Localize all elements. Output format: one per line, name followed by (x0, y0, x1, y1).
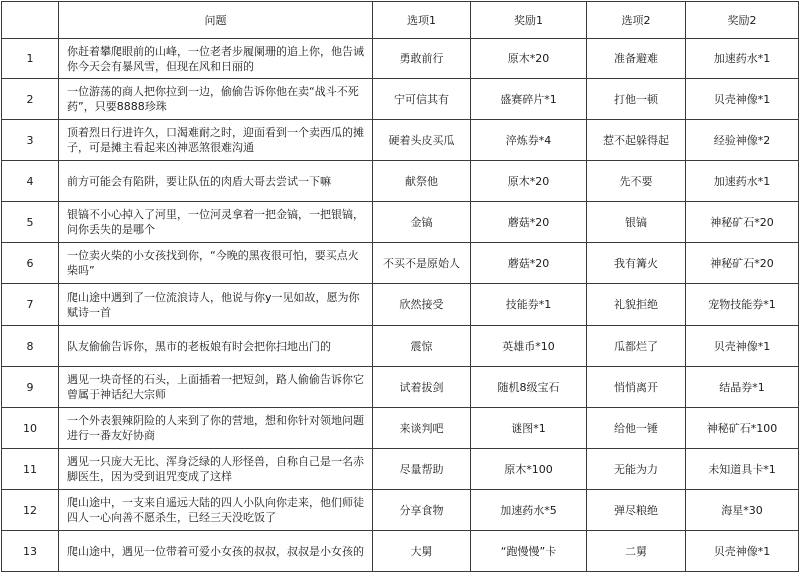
table-row (2, 79, 799, 120)
question-cell: 爬山途中，遇见一位带着可爱小女孩的叔叔，叔叔是小女孩的 (59, 531, 373, 572)
question-cell: 前方可能会有陷阱，要让队伍的肉盾大哥去尝试一下嘛 (59, 161, 373, 202)
question-cell: 遇见一块奇怪的石头，上面插着一把短剑，路人偷偷告诉你它曾属于神话纪大宗师 (59, 367, 373, 408)
reward1-cell: 原木*100 (471, 449, 587, 490)
header-option1: 选项1 (373, 2, 471, 39)
question-cell: 一位游荡的商人把你拉到一边，偷偷告诉你他在卖“战斗不死药”，只要8888珍珠 (59, 79, 373, 120)
header-reward1: 奖励1 (471, 2, 587, 39)
row-number: 12 (2, 490, 59, 531)
question-cell: 遇见一只庞大无比、浑身泛绿的人形怪兽，自称自己是一名赤脚医生，因为受到诅咒变成了这样 (59, 449, 373, 490)
reward1-cell: 英雄币*10 (471, 326, 587, 367)
question-cell: 银镐不小心掉入了河里，一位河灵拿着一把金镐，一把银镐，问你丢失的是哪个 (59, 202, 373, 243)
question-cell: 爬山途中遇到了一位流浪诗人，他说与你y一见如故，愿为你赋诗一首 (59, 284, 373, 326)
row-number: 10 (2, 408, 59, 449)
table-row (2, 367, 799, 408)
option1-cell: 不买不是原始人 (373, 243, 471, 284)
table-row (2, 39, 799, 79)
reward1-cell: 加速药水*5 (471, 490, 587, 531)
table-row (2, 243, 799, 284)
option1-cell: 震惊 (373, 326, 471, 367)
question-cell: 队友偷偷告诉你，黑市的老板娘有时会把你扫地出门的 (59, 326, 373, 367)
reward1-cell: 技能券*1 (471, 284, 587, 326)
option2-cell: 我有篝火 (587, 243, 686, 284)
reward2-cell: 加速药水*1 (686, 39, 799, 79)
row-number: 11 (2, 449, 59, 490)
row-number: 1 (2, 39, 59, 79)
reward1-cell: “跑慢慢”卡 (471, 531, 587, 572)
question-cell: 一位卖火柴的小女孩找到你，“今晚的黑夜很可怕，要买点火柴吗” (59, 243, 373, 284)
reward1-cell: 随机8级宝石 (471, 367, 587, 408)
row-number: 2 (2, 79, 59, 120)
row-number: 7 (2, 284, 59, 326)
row-number: 6 (2, 243, 59, 284)
option2-cell: 惹不起躲得起 (587, 120, 686, 161)
option2-cell: 礼貌拒绝 (587, 284, 686, 326)
header-question: 问题 (59, 2, 373, 39)
reward1-cell: 谜图*1 (471, 408, 587, 449)
reward2-cell: 海星*30 (686, 490, 799, 531)
table-row (2, 490, 799, 531)
reward1-cell: 蘑菇*20 (471, 243, 587, 284)
reward2-cell: 宠物技能券*1 (686, 284, 799, 326)
reward1-cell: 盛赛碎片*1 (471, 79, 587, 120)
option1-cell: 宁可信其有 (373, 79, 471, 120)
option1-cell: 硬着头皮买瓜 (373, 120, 471, 161)
table-row (2, 120, 799, 161)
option1-cell: 勇敢前行 (373, 39, 471, 79)
table-row (2, 449, 799, 490)
reward2-cell: 加速药水*1 (686, 161, 799, 202)
option2-cell: 先不要 (587, 161, 686, 202)
reward1-cell: 原木*20 (471, 161, 587, 202)
option2-cell: 无能为力 (587, 449, 686, 490)
table-row (2, 202, 799, 243)
option1-cell: 来谈判吧 (373, 408, 471, 449)
option1-cell: 大舅 (373, 531, 471, 572)
option2-cell: 二舅 (587, 531, 686, 572)
option1-cell: 金镐 (373, 202, 471, 243)
option1-cell: 欣然接受 (373, 284, 471, 326)
table-row (2, 284, 799, 326)
reward2-cell: 结晶券*1 (686, 367, 799, 408)
table-row (2, 531, 799, 572)
option1-cell: 试着拔剑 (373, 367, 471, 408)
row-number: 3 (2, 120, 59, 161)
row-number: 13 (2, 531, 59, 572)
option2-cell: 准备避难 (587, 39, 686, 79)
row-number: 8 (2, 326, 59, 367)
reward2-cell: 贝壳神像*1 (686, 79, 799, 120)
reward1-cell: 蘑菇*20 (471, 202, 587, 243)
question-cell: 你赶着攀爬眼前的山峰，一位老者步履阑珊的追上你，他告诫你今天会有暴风雪，但现在风和日丽的 (59, 39, 373, 79)
option2-cell: 弹尽粮绝 (587, 490, 686, 531)
reward2-cell: 神秘矿石*100 (686, 408, 799, 449)
option1-cell: 分享食物 (373, 490, 471, 531)
reward2-cell: 神秘矿石*20 (686, 243, 799, 284)
reward1-cell: 原木*20 (471, 39, 587, 79)
option2-cell: 瓜都烂了 (587, 326, 686, 367)
event-choices-table (1, 1, 799, 572)
option1-cell: 献祭他 (373, 161, 471, 202)
row-number: 4 (2, 161, 59, 202)
table-row (2, 161, 799, 202)
row-number: 9 (2, 367, 59, 408)
header-row (2, 2, 799, 39)
header-option2: 选项2 (587, 2, 686, 39)
option2-cell: 悄悄离开 (587, 367, 686, 408)
question-cell: 一个外表狠辣阴险的人来到了你的营地，想和你针对领地问题进行一番友好协商 (59, 408, 373, 449)
table-row (2, 408, 799, 449)
reward2-cell: 神秘矿石*20 (686, 202, 799, 243)
reward1-cell: 淬炼券*4 (471, 120, 587, 161)
option2-cell: 银镐 (587, 202, 686, 243)
question-cell: 爬山途中，一支来自遥远大陆的四人小队向你走来，他们师徒四人一心向善不愿杀生，已经三天没吃饭了 (59, 490, 373, 531)
header-reward2: 奖励2 (686, 2, 799, 39)
reward2-cell: 未知道具卡*1 (686, 449, 799, 490)
option2-cell: 打他一顿 (587, 79, 686, 120)
option1-cell: 尽量帮助 (373, 449, 471, 490)
reward2-cell: 经验神像*2 (686, 120, 799, 161)
table-row (2, 326, 799, 367)
question-cell: 顶着烈日行进许久，口渴难耐之时，迎面看到一个卖西瓜的摊子，可是摊主看起来凶神恶煞很难沟通 (59, 120, 373, 161)
reward2-cell: 贝壳神像*1 (686, 531, 799, 572)
header-index (2, 2, 59, 39)
row-number: 5 (2, 202, 59, 243)
reward2-cell: 贝壳神像*1 (686, 326, 799, 367)
option2-cell: 给他一锤 (587, 408, 686, 449)
